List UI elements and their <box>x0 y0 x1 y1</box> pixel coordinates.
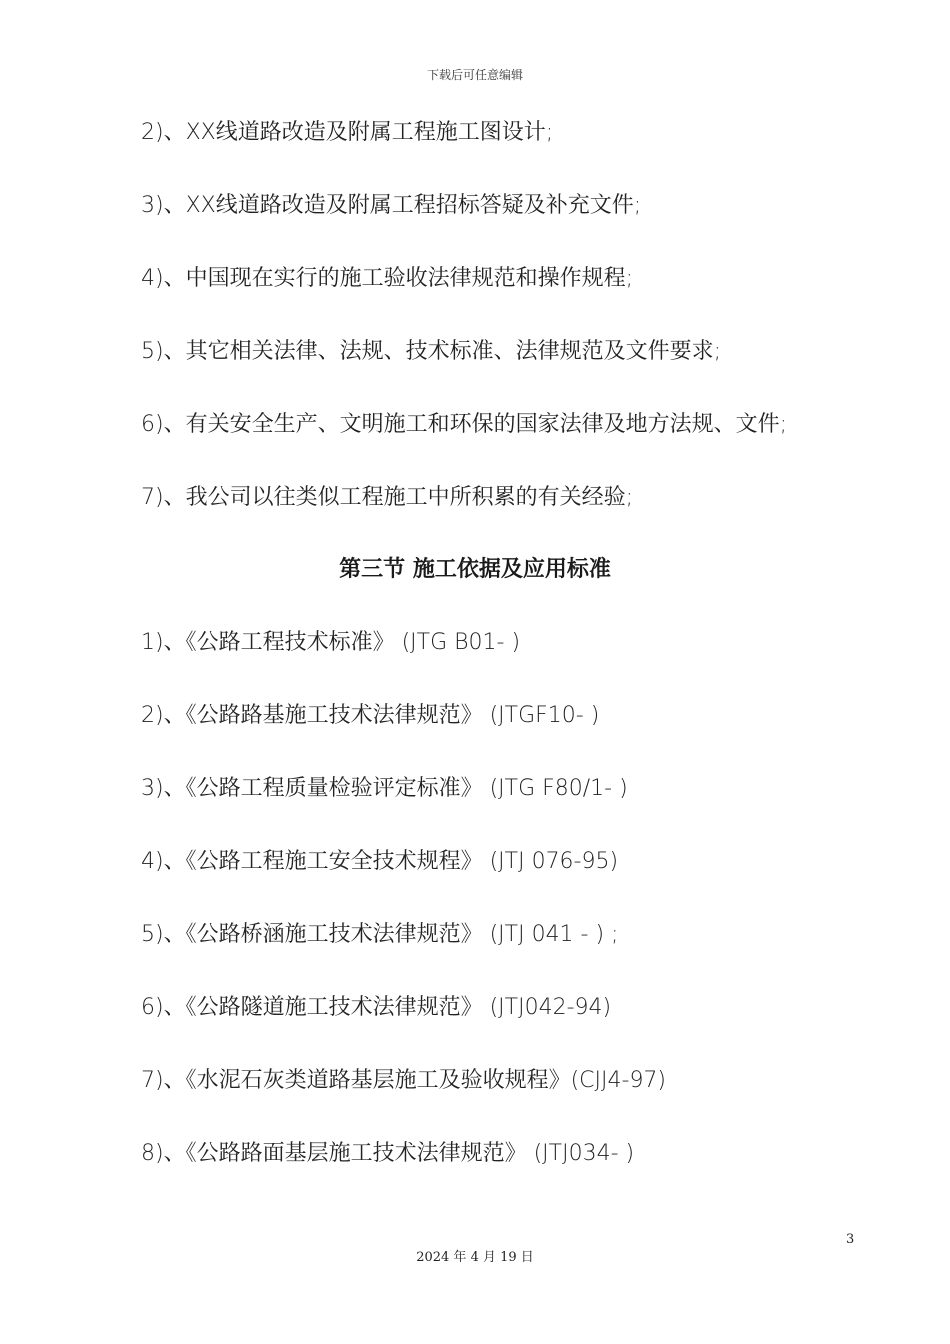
list-item: 7)、我公司以往类似工程施工中所积累的有关经验; <box>141 485 633 510</box>
page-number: 3 <box>846 1232 855 1247</box>
list-item: 6)、有关安全生产、文明施工和环保的国家法律及地方法规、文件; <box>141 412 787 437</box>
list-item: 2)、《公路路基施工技术法律规范》 (JTGF10- ) <box>141 703 600 728</box>
footer-date: 2024 年 4 月 19 日 <box>416 1250 534 1265</box>
list-item: 5)、《公路桥涵施工技术法律规范》 (JTJ 041 - ) ; <box>141 922 619 947</box>
list-item: 1)、《公路工程技术标准》 (JTG B01- ) <box>141 630 521 655</box>
list-item: 3)、XX线道路改造及附属工程招标答疑及补充文件; <box>141 193 642 218</box>
page-header: 下载后可任意编辑 <box>426 68 523 82</box>
list-item: 5)、其它相关法律、法规、技术标准、法律规范及文件要求; <box>141 339 721 364</box>
list-item: 2)、XX线道路改造及附属工程施工图设计; <box>141 120 554 145</box>
list-item: 4)、中国现在实行的施工验收法律规范和操作规程; <box>141 266 633 291</box>
list-item: 6)、《公路隧道施工技术法律规范》 (JTJ042-94) <box>141 995 612 1020</box>
list-item: 3)、《公路工程质量检验评定标准》 (JTG F80/1- ) <box>141 776 628 801</box>
section-title: 第三节 施工依据及应用标准 <box>339 557 611 582</box>
list-item: 7)、《水泥石灰类道路基层施工及验收规程》(CJJ4-97) <box>141 1068 667 1093</box>
list-item: 8)、《公路路面基层施工技术法律规范》 (JTJ034- ) <box>141 1141 635 1166</box>
list-item: 4)、《公路工程施工安全技术规程》 (JTJ 076-95) <box>141 849 619 874</box>
